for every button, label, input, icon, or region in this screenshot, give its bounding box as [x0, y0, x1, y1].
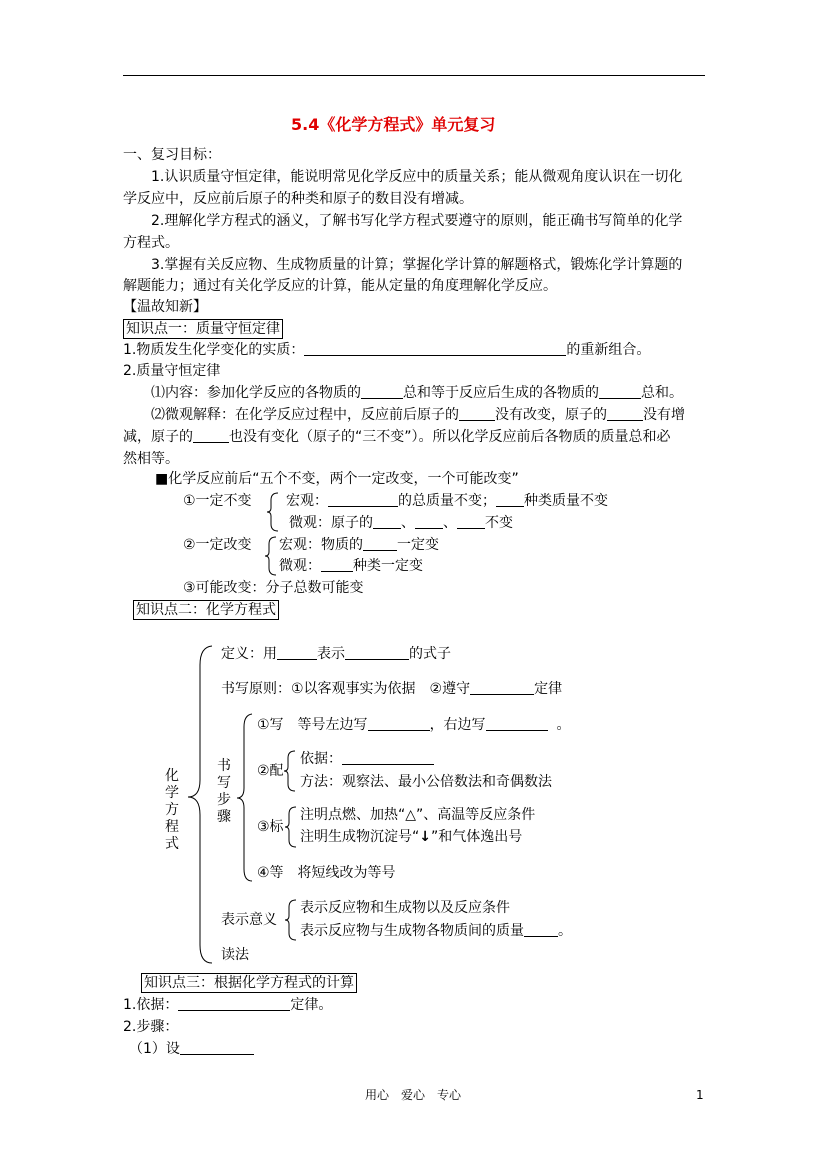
- header-rule: [123, 75, 705, 76]
- unchanged-micro: 微观：原子的 、 、 不变: [289, 515, 513, 531]
- kp1-micro-line-1: ⑵微观解释：在化学反应过程中，反应前后原子的 没有改变，原子的 没有增: [151, 407, 685, 423]
- knowledge-point-1: 知识点一：质量守恒定律: [123, 319, 283, 339]
- steps-vertical-label: 书写步骤: [217, 758, 231, 825]
- balance-brace: [283, 750, 297, 792]
- unchanged-label: ①一定不变: [183, 493, 252, 509]
- meaning-brace: [284, 899, 298, 941]
- meaning-1: 表示反应物和生成物以及反应条件: [300, 900, 510, 916]
- changed-label: ②一定改变: [183, 537, 252, 553]
- changed-micro: 微观： 种类一定变: [279, 558, 423, 574]
- footer-motto: 用心 爱心 专心: [365, 1088, 462, 1102]
- changed-macro: 宏观：物质的 一定变: [279, 537, 439, 553]
- mark-brace: [284, 806, 298, 848]
- big-brace: [186, 645, 216, 965]
- brace-1: [266, 492, 280, 532]
- calc-steps: 2.步骤：: [123, 1019, 179, 1035]
- goal-3-line-2: 解题能力；通过有关化学反应的计算，能从定量的角度理解化学反应。: [123, 278, 557, 294]
- page-title: 5.4《化学方程式》单元复习: [291, 115, 496, 134]
- kp1-micro-line-2: 减，原子的 也没有变化（原子的“三不变”）。所以化学反应前后各物质的质量总和必: [123, 429, 671, 445]
- step-balance: ②配: [257, 763, 284, 779]
- knowledge-point-3: 知识点三：根据化学方程式的计算: [141, 973, 357, 993]
- reading-label: 读法: [221, 947, 249, 963]
- section-heading: 一、复习目标：: [123, 147, 221, 163]
- rule-summary: ■化学反应前后“五个不变，两个一定改变，一个可能改变”: [155, 471, 519, 487]
- knowledge-point-2: 知识点二：化学方程式: [133, 600, 279, 620]
- balance-method: 方法：观察法、最小公倍数法和奇偶数法: [300, 774, 552, 790]
- maybe-changed: ③可能改变：分子总数可能变: [183, 580, 364, 596]
- meaning-2: 表示反应物与生成物各物质间的质量 。: [300, 923, 572, 939]
- brace-2: [264, 536, 278, 576]
- calc-basis: 1.依据： 定律。: [123, 997, 333, 1013]
- goal-2-line-1: 2.理解化学方程式的涵义，了解书写化学方程式要遵守的原则，能正确书写简单的化学: [151, 213, 683, 229]
- definition: 定义：用 表示 的式子: [221, 646, 451, 662]
- review-heading: 【温故知新】: [123, 299, 207, 315]
- goal-1-line-2: 学反应中，反应前后原子的种类和原子的数目没有增减。: [123, 191, 473, 207]
- calc-step-1: （1）设: [129, 1040, 254, 1058]
- writing-principle: 书写原则：①以客观事实为依据 ②遵守 定律: [221, 681, 563, 697]
- goal-3-line-1: 3.掌握有关反应物、生成物质量的计算；掌握化学计算的解题格式，锻炼化学计算题的: [151, 257, 683, 273]
- kp1-micro-line-3: 然相等。: [123, 451, 179, 467]
- step-write: ①写 等号左边写 ，右边写 。: [257, 717, 571, 733]
- step-equal: ④等 将短线改为等号: [257, 865, 396, 881]
- mark-conditions: 注明点燃、加热“△”、高温等反应条件: [300, 807, 536, 823]
- steps-brace: [236, 713, 254, 883]
- kp1-content: ⑴内容：参加化学反应的各物质的 总和等于反应后生成的各物质的 总和。: [151, 385, 683, 401]
- meaning-label: 表示意义: [221, 912, 277, 928]
- kp1-item-2: 2.质量守恒定律: [123, 363, 221, 379]
- goal-1-line-1: 1.认识质量守恒定律，能说明常见化学反应中的质量关系；能从微观角度认识在一切化: [151, 169, 683, 185]
- step-mark: ③标: [257, 819, 284, 835]
- equation-vertical-label: 化学方程式: [165, 768, 179, 852]
- kp1-item-1: 1.物质发生化学变化的实质： 的重新组合。: [123, 342, 651, 358]
- page-number: 1: [696, 1088, 704, 1102]
- mark-symbols: 注明生成物沉淀号“↓”和气体逸出号: [300, 829, 523, 845]
- unchanged-macro: 宏观： 的总质量不变； 种类质量不变: [286, 493, 608, 509]
- goal-2-line-2: 方程式。: [123, 235, 179, 251]
- balance-basis: 依据：: [300, 750, 434, 768]
